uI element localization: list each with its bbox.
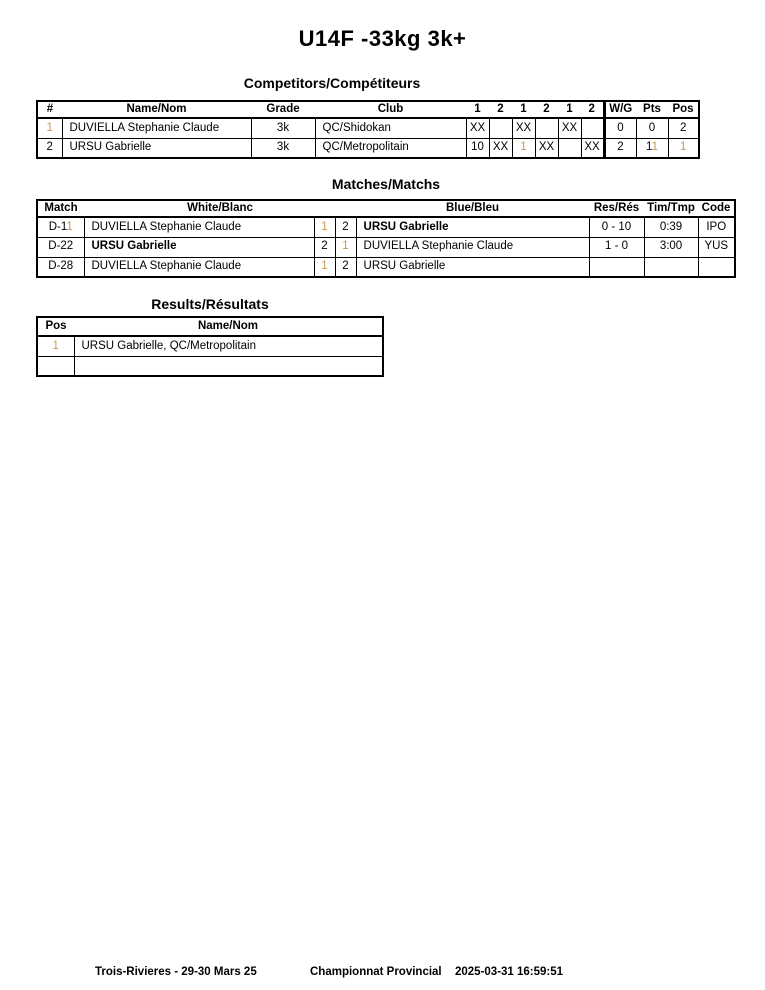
result-row: [37, 336, 383, 356]
category-title: U14F -33kg 3k+: [298, 26, 467, 51]
col-header-wins: W/G: [604, 101, 636, 118]
col-header-position: Pos: [37, 317, 74, 336]
match-row: [37, 257, 735, 277]
col-header-name: Name/Nom: [74, 317, 383, 336]
match-id: [37, 257, 84, 277]
score-cell: [489, 118, 512, 138]
matches-heading: Matches/Matchs: [331, 176, 441, 192]
time-cell: 3:00: [644, 237, 698, 257]
white-score: 1: [314, 257, 335, 277]
blue-score: 2: [335, 217, 356, 237]
score-cell: XX: [558, 118, 581, 138]
white-name: URSU Gabrielle: [84, 237, 314, 257]
wins-cell: 0: [604, 118, 636, 138]
col-header-club: Club: [315, 101, 466, 118]
score-cell: XX: [581, 138, 604, 158]
match-id: [37, 217, 84, 237]
time-cell: [644, 257, 698, 277]
code-cell: [698, 257, 735, 277]
match-id-text: D-22: [48, 240, 74, 253]
position-cell: 2: [668, 118, 699, 138]
score-cell: [581, 118, 604, 138]
score-cell: 1: [512, 138, 535, 158]
competitor-number: 1: [37, 118, 62, 138]
blue-score: 2: [335, 257, 356, 277]
col-header-blue: Blue/Bleu: [356, 200, 589, 217]
result-name: [74, 356, 383, 376]
competitor-club: QC/Metropolitain: [315, 138, 466, 158]
col-header-position: Pos: [668, 101, 699, 118]
white-name: DUVIELLA Stephanie Claude: [84, 257, 314, 277]
result-position: 1: [37, 336, 74, 356]
blue-score: 1: [335, 237, 356, 257]
points-value-accent: 1: [651, 141, 658, 153]
page-footer: [0, 966, 765, 982]
match-id: [37, 237, 84, 257]
points-value: 1: [646, 141, 652, 153]
footer-location-date: Trois-Rivieres - 29-30 Mars 25: [95, 966, 257, 978]
white-score: 2: [314, 237, 335, 257]
col-header-round3: 1: [512, 101, 535, 118]
col-header-name: Name/Nom: [62, 101, 251, 118]
points-cell: [636, 138, 668, 158]
match-row: [37, 237, 735, 257]
competitors-header-row: [37, 101, 699, 118]
result-row: [37, 356, 383, 376]
match-id-text: D-1: [48, 220, 67, 233]
col-header-grade: Grade: [251, 101, 315, 118]
competitor-grade: 3k: [251, 138, 315, 158]
result-cell: [589, 257, 644, 277]
blue-name: URSU Gabrielle: [356, 217, 589, 237]
col-header-round5: 1: [558, 101, 581, 118]
matches-table: [36, 199, 736, 278]
col-header-round2: 2: [489, 101, 512, 118]
footer-timestamp: 2025-03-31 16:59:51: [455, 966, 564, 978]
code-cell: YUS: [698, 237, 735, 257]
competitor-grade: 3k: [251, 118, 315, 138]
col-header-time: Tim/Tmp: [644, 200, 698, 217]
col-header-points: Pts: [636, 101, 668, 118]
col-header-white: White/Blanc: [84, 200, 356, 217]
col-header-round6: 2: [581, 101, 604, 118]
code-cell: IPO: [698, 217, 735, 237]
score-cell: XX: [535, 138, 558, 158]
competitors-heading: Competitors/Compétiteurs: [243, 75, 421, 91]
score-cell: XX: [489, 138, 512, 158]
time-cell: 0:39: [644, 217, 698, 237]
score-cell: 10: [466, 138, 489, 158]
match-id-accent: 1: [66, 220, 73, 233]
results-heading: Results/Résultats: [151, 296, 269, 312]
competitor-name: DUVIELLA Stephanie Claude: [62, 118, 251, 138]
result-cell: 0 - 10: [589, 217, 644, 237]
score-cell: XX: [512, 118, 535, 138]
score-cell: [558, 138, 581, 158]
result-cell: 1 - 0: [589, 237, 644, 257]
competitor-number: 2: [37, 138, 62, 158]
col-header-code: Code: [698, 200, 735, 217]
competitor-row: [37, 118, 699, 138]
result-position: [37, 356, 74, 376]
col-header-round1: 1: [466, 101, 489, 118]
result-name: URSU Gabrielle, QC/Metropolitain: [74, 336, 383, 356]
score-cell: XX: [466, 118, 489, 138]
col-header-match: Match: [37, 200, 84, 217]
blue-name: DUVIELLA Stephanie Claude: [356, 237, 589, 257]
match-id-text: D-28: [48, 260, 74, 272]
position-cell: 1: [668, 138, 699, 158]
results-header-row: [37, 317, 383, 336]
competitor-row: [37, 138, 699, 158]
footer-event-name: Championnat Provincial: [310, 966, 442, 978]
col-header-round4: 2: [535, 101, 558, 118]
results-table: [36, 316, 384, 377]
white-name: DUVIELLA Stephanie Claude: [84, 217, 314, 237]
points-cell: 0: [636, 118, 668, 138]
col-header-number: #: [37, 101, 62, 118]
wins-cell: 2: [604, 138, 636, 158]
score-cell: [535, 118, 558, 138]
white-score: 1: [314, 217, 335, 237]
competitors-table: [36, 100, 700, 159]
matches-header-row: [37, 200, 735, 217]
col-header-result: Res/Rés: [589, 200, 644, 217]
competitor-name: URSU Gabrielle: [62, 138, 251, 158]
competitor-club: QC/Shidokan: [315, 118, 466, 138]
blue-name: URSU Gabrielle: [356, 257, 589, 277]
match-row: [37, 217, 735, 237]
